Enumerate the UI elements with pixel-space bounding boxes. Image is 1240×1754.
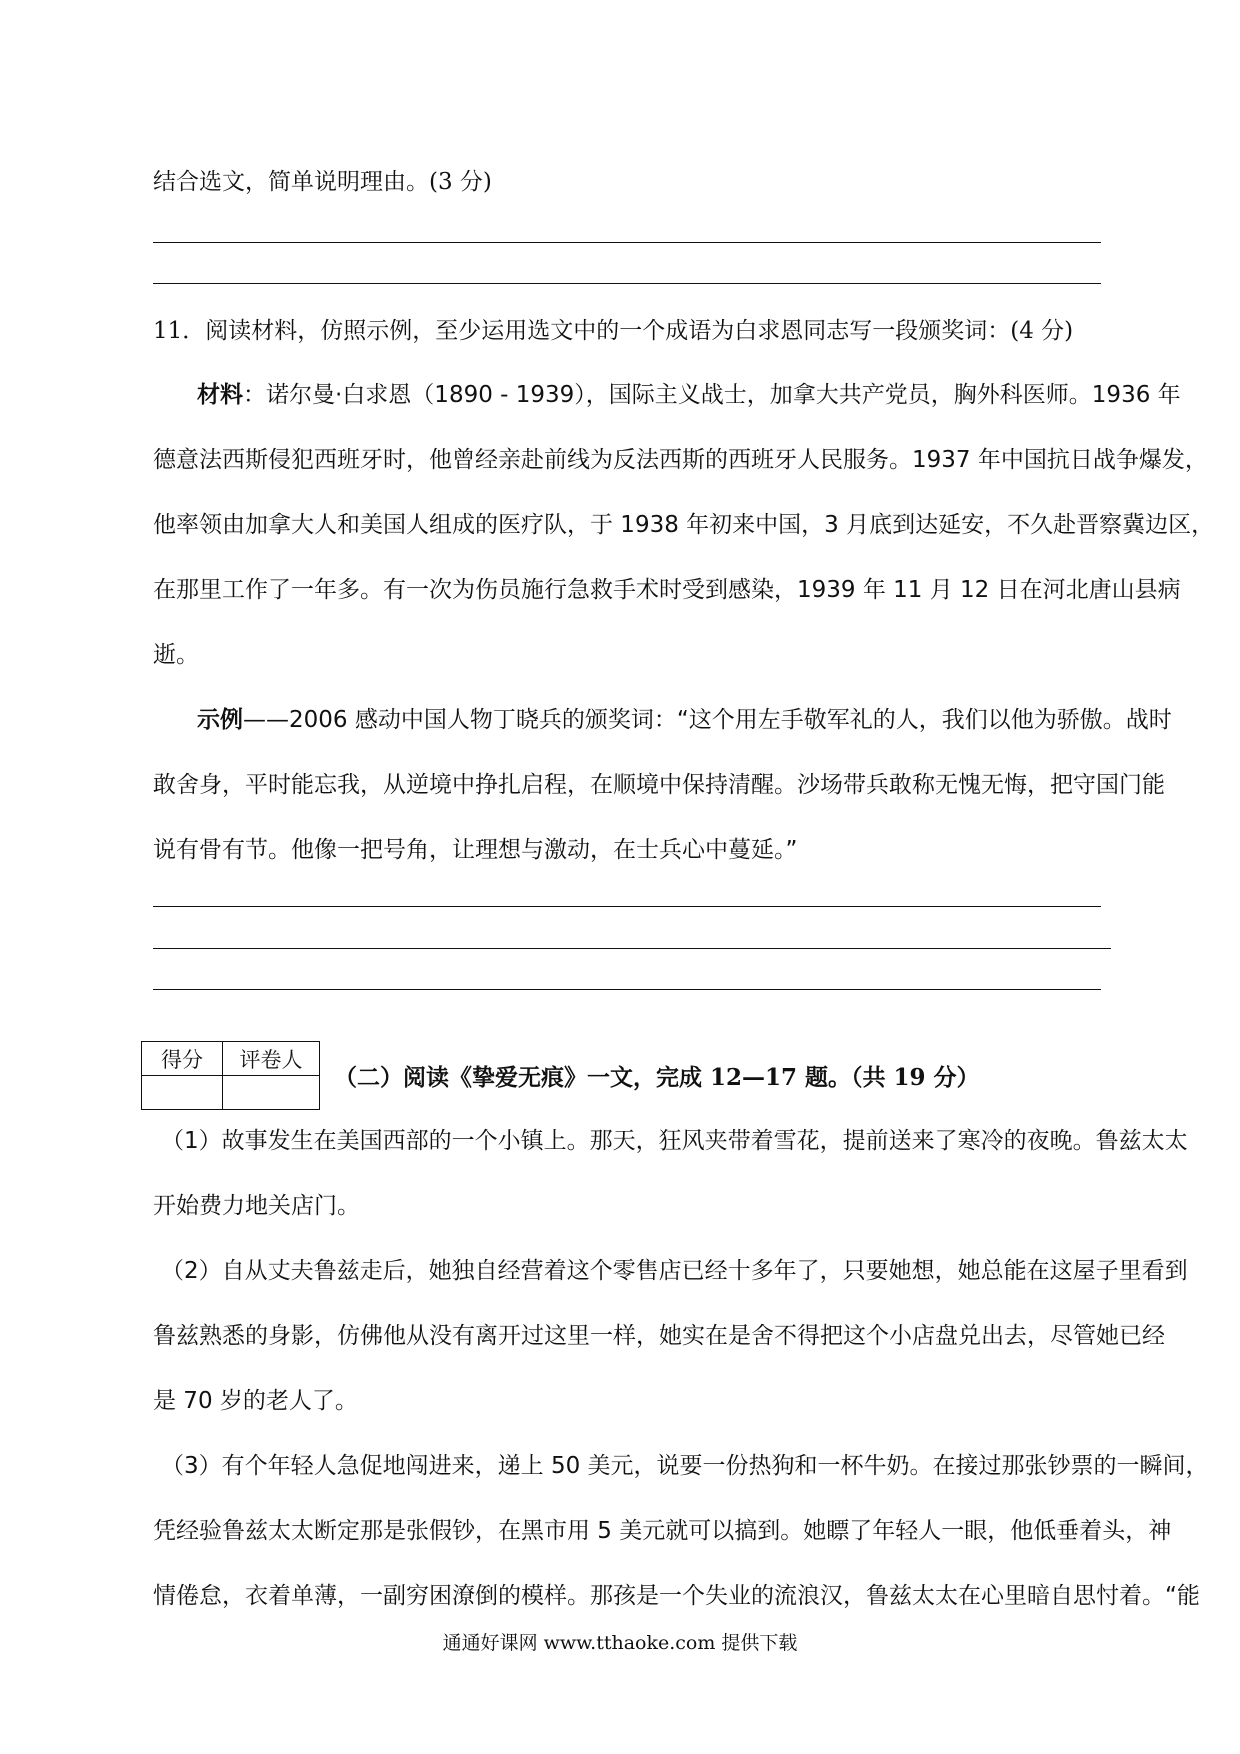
score-cell[interactable]: [142, 1076, 223, 1110]
passage-p2-line-1: （2）自从丈夫鲁兹走后，她独自经营着这个零售店已经十多年了，只要她想，她总能在这屋子里看到: [161, 1258, 1188, 1284]
answer-line: [153, 283, 1101, 284]
score-table: [141, 1041, 320, 1110]
q10-tail-text: 结合选文，简单说明理由。(3 分): [153, 169, 492, 195]
passage-p3-line-3: 情倦怠，衣着单薄，一副穷困潦倒的模样。那孩是一个失业的流浪汉，鲁兹太太在心里暗自思忖着。“能: [153, 1583, 1200, 1609]
answer-line: [153, 948, 1111, 949]
answer-line: [153, 906, 1101, 907]
q11-example-line-2: 敢舍身，平时能忘我，从逆境中挣扎启程，在顺境中保持清醒。沙场带兵敢称无愧无悔，把守国门能: [153, 772, 1165, 798]
passage-p3-line-2: 凭经验鲁兹太太断定那是张假钞，在黑市用 5 美元就可以搞到。她瞟了年轻人一眼，他低垂着头，神: [153, 1518, 1172, 1544]
passage-p3-line-1: （3）有个年轻人急促地闯进来，递上 50 美元，说要一份热狗和一杯牛奶。在接过那张钞票的一瞬间，: [161, 1453, 1209, 1479]
example-label: 示例: [197, 707, 243, 733]
q11-material-line-2: 德意法西斯侵犯西班牙时，他曾经亲赴前线为反法西斯的西班牙人民服务。1937 年中国抗日战争爆发，: [153, 447, 1208, 473]
grader-header: 评卷人: [223, 1042, 320, 1076]
answer-line: [153, 989, 1101, 990]
q11-material-line-3: 他率领由加拿大人和美国人组成的医疗队，于 1938 年初来中国，3 月底到达延安，不久赴晋察冀边区，: [153, 512, 1215, 538]
section-heading: （二）阅读《挚爱无痕》一文，完成 12—17 题。（共 19 分）: [334, 1064, 980, 1091]
example-text: ——2006 感动中国人物丁晓兵的颁奖词：“这个用左手敬军礼的人，我们以他为骄傲。战时: [243, 707, 1172, 733]
grader-cell[interactable]: [223, 1076, 320, 1110]
passage-p1-line-1: （1）故事发生在美国西部的一个小镇上。那天，狂风夹带着雪花，提前送来了寒冷的夜晚。鲁兹太太: [161, 1128, 1188, 1154]
passage-p2-line-2: 鲁兹熟悉的身影，仿佛他从没有离开过这里一样，她实在是舍不得把这个小店盘兑出去，尽管她已经: [153, 1323, 1165, 1349]
passage-p2-line-3: 是 70 岁的老人了。: [153, 1388, 358, 1414]
q11-material-line-5: 逝。: [153, 642, 199, 668]
q11-example-line-1: [197, 701, 1172, 734]
material-text: ：诺尔曼·白求恩（1890 - 1939），国际主义战士，加拿大共产党员，胸外科医师。1936 年: [243, 382, 1181, 408]
q11-material-line-1: [197, 376, 1181, 409]
q11-material-line-4: 在那里工作了一年多。有一次为伤员施行急救手术时受到感染，1939 年 11 月 12 日在河北唐山县病: [153, 577, 1181, 603]
material-label: 材料: [197, 382, 243, 408]
score-header: 得分: [142, 1042, 223, 1076]
q11-stem: 11．阅读材料，仿照示例，至少运用选文中的一个成语为白求恩同志写一段颁奖词：(4 分): [153, 318, 1074, 344]
q11-example-line-3: 说有骨有节。他像一把号角，让理想与激动，在士兵心中蔓延。”: [153, 837, 798, 863]
answer-line: [153, 242, 1101, 243]
page-footer: 通通好课网 www.tthaoke.com 提供下载: [442, 1632, 798, 1654]
passage-p1-line-2: 开始费力地关店门。: [153, 1193, 360, 1219]
